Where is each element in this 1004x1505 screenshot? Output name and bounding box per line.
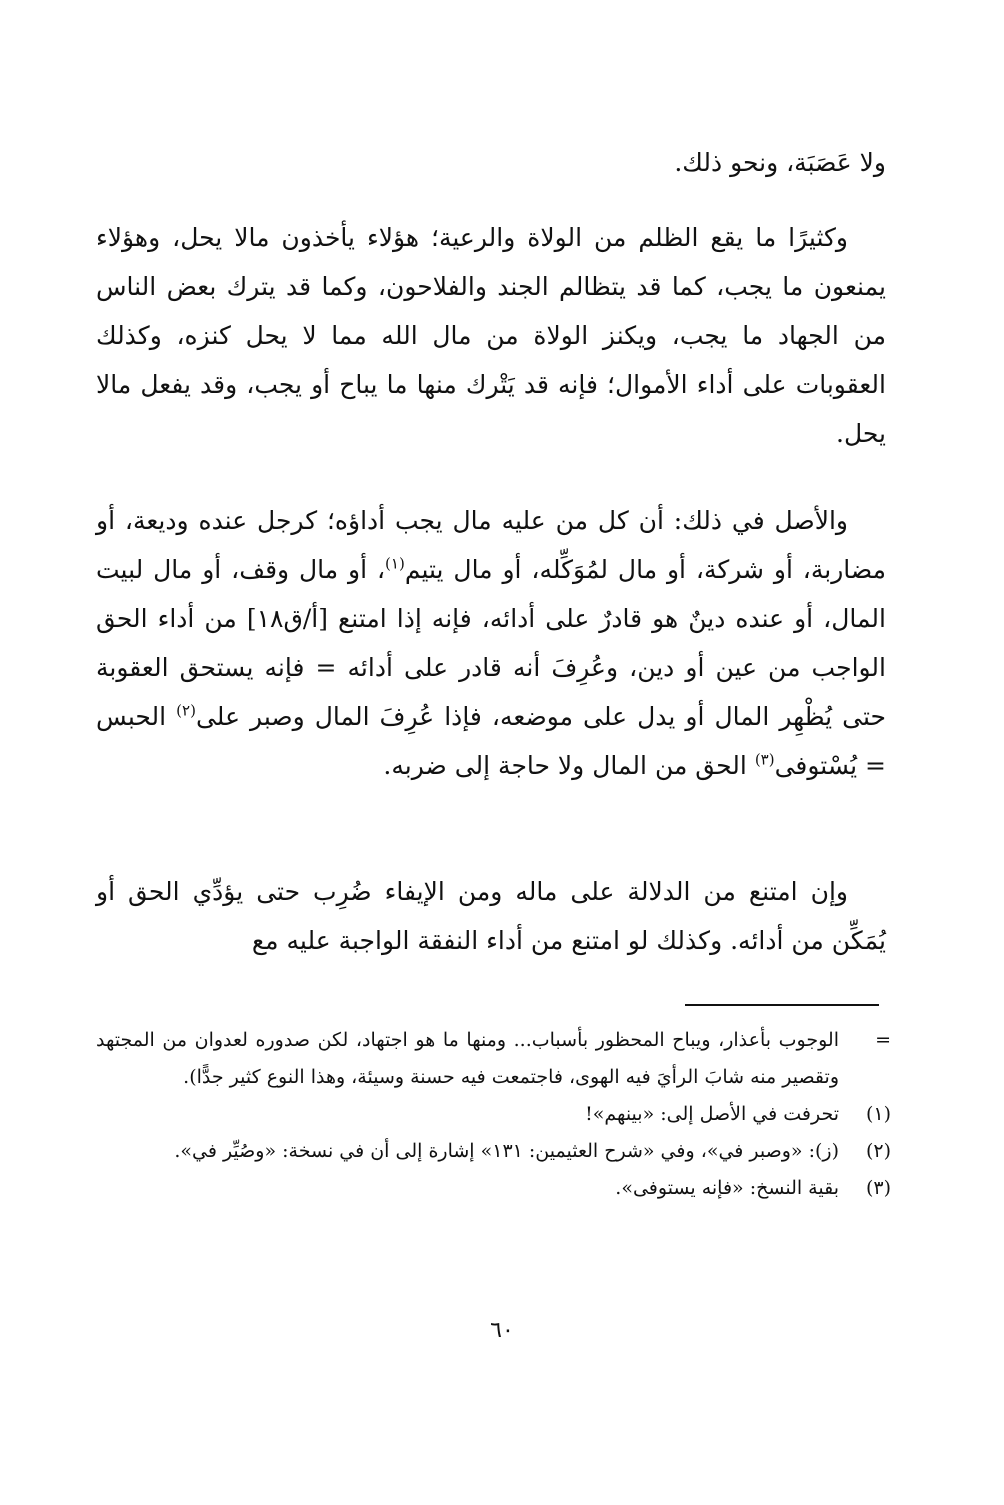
footnote-text: (ز): «وصبر في»، وفي «شرح العثيمين: ١٣١» إشارة إلى أن في نسخة: «وصُيِّر في». bbox=[174, 1140, 839, 1162]
page-number: ٦٠ bbox=[490, 1318, 514, 1343]
footnote-marker: (١) bbox=[865, 1103, 891, 1125]
footnote-text: بقية النسخ: «فإنه يستوفى». bbox=[615, 1177, 839, 1199]
footnote-marker: = bbox=[875, 1029, 891, 1051]
footnote-marker: (٢) bbox=[865, 1140, 891, 1162]
footnote-divider bbox=[685, 1004, 879, 1006]
footnote-ref-3: (٣) bbox=[754, 750, 775, 769]
paragraph-3-part-d: الحق من المال ولا حاجة إلى ضربه. bbox=[383, 751, 755, 780]
footnote-ref-2: (٢) bbox=[176, 701, 196, 720]
paragraph-3-part-c: الحبس = يُسْتوفى bbox=[96, 702, 886, 780]
footnote-text: الوجوب بأعذار، ويباح المحظور بأسباب... ومنها ما هو اجتهاد، لكن صدوره لعدوان من المجتهد وتقصير منه شابَ الرأيَ فيه الهوى، فاجتمعت فيه حسنة وسيئة، وهذا النوع كثير جدًّا). bbox=[96, 1029, 839, 1088]
footnote-3 bbox=[96, 1170, 891, 1207]
footnote-text: تحرفت في الأصل إلى: «بينهم»! bbox=[585, 1103, 839, 1125]
paragraph-3-part-a: والأصل في ذلك: أن كل من عليه مال يجب أداؤه؛ كرجل عنده وديعة، أو مضاربة، أو شركة، أو مال لمُوَكِّله، أو مال يتيم bbox=[96, 506, 887, 584]
footnote-ref-1: (١) bbox=[385, 554, 405, 573]
paragraph-1: ولا عَصَبَة، ونحو ذلك. bbox=[674, 148, 886, 177]
paragraph-3-part-b: ، أو مال وقف، أو مال لبيت المال، أو عنده دينٌ هو قادرٌ على أدائه، فإنه إذا امتنع [أ/ق١٨] من أداء الحق الواجب من عين أو دين، وعُرِفَ أنه قادر على أدائه = فإنه يستحق العقوبة حتى يُظْهِر المال أو يدل على موضعه، فإذا عُرِفَ المال وصبر على bbox=[96, 555, 886, 731]
footnote-1 bbox=[96, 1096, 891, 1133]
footnotes bbox=[96, 1022, 891, 1207]
footnote-marker: (٣) bbox=[865, 1177, 891, 1199]
paragraph-2: وكثيرًا ما يقع الظلم من الولاة والرعية؛ هؤلاء يأخذون مالا يحل، وهؤلاء يمنعون ما يجب، كما قد يتظالم الجند والفلاحون، وكما قد يترك بعض الناس من الجهاد ما يجب، ويكنز الولاة من مال الله مما لا يحل كنزه، وكذلك العقوبات على أداء الأموال؛ فإنه قد يَتْرك منها ما يباح أو يجب، وقد يفعل مالا يحل. bbox=[96, 223, 886, 448]
footnote-2 bbox=[96, 1133, 891, 1170]
footnote-continued bbox=[96, 1022, 891, 1096]
paragraph-4: وإن امتنع من الدلالة على ماله ومن الإيفاء ضُرِب حتى يؤدِّي الحق أو يُمَكِّن من أدائه. وكذلك لو امتنع من أداء النفقة الواجبة عليه مع bbox=[96, 877, 886, 955]
paragraph-3 bbox=[96, 496, 886, 790]
